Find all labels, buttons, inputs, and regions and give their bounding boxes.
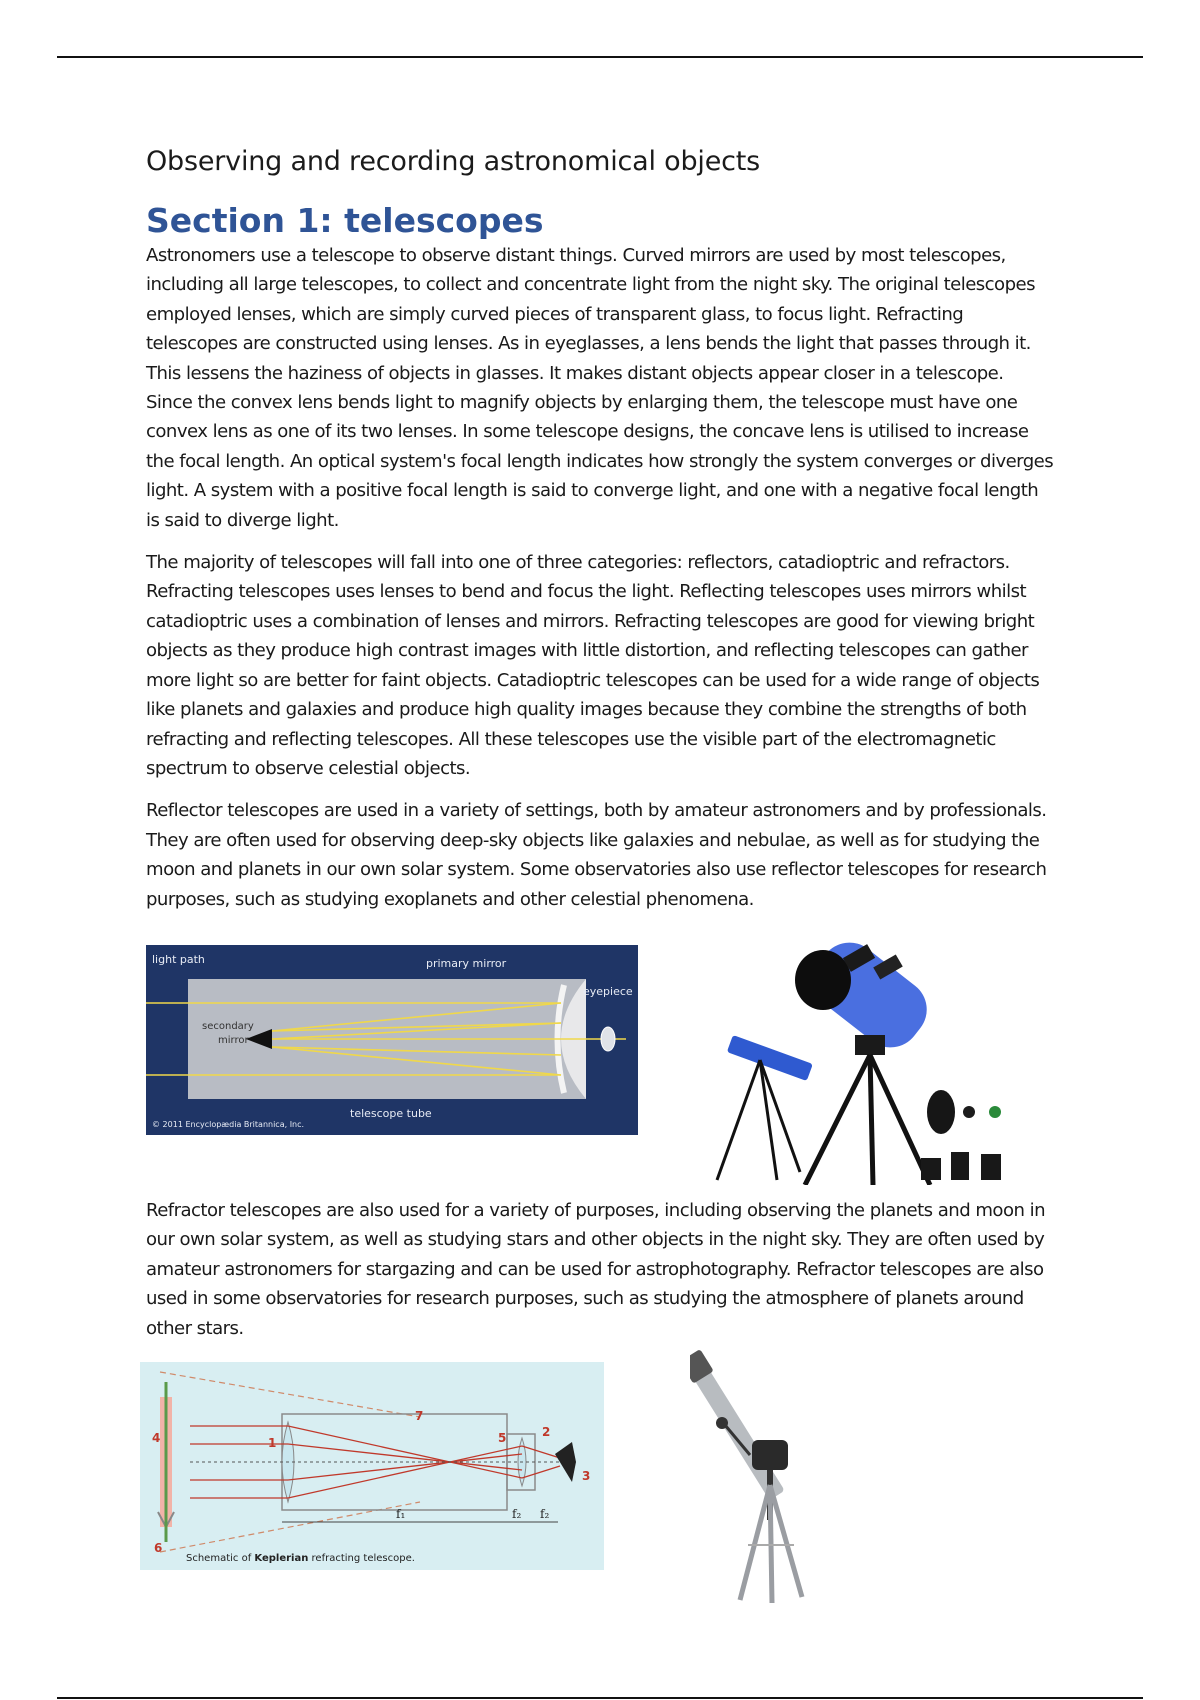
label-7: 7 [415,1409,424,1423]
label-2: 2 [542,1425,551,1439]
section-heading: Section 1: telescopes [146,201,544,240]
top-rule [57,56,1143,58]
paragraph-categories: The majority of telescopes will fall into one of three categories: reflectors, catadioptric and refractors. Refracting telescopes uses lenses to bend and focus the light. Reflecting telescopes uses mirrors whilst catadioptric uses a combination of lenses and mirrors. Refracting telescopes are good for viewing bright objects as they produce high contrast images with little distortion, and reflecting telescopes can gather more light so are better for faint objects. Catadioptric telescopes can be used for a wide range of objects like planets and galaxies and produce high quality images because they combine the strengths of both refracting and reflecting telescopes. All these telescopes use the visible part of the electromagnetic spectrum to observe celestial objects. [146,552,1040,779]
document-body [146,146,1054,927]
label-4: 4 [152,1431,161,1445]
document-body-continued [146,1196,1054,1356]
label-light-path: light path [152,953,205,966]
paragraph-refractor-uses: Refractor telescopes are also used for a variety of purposes, including observing the planets and moon in our own solar system, as well as studying stars and other objects in the night sky. They are often used by amateur astronomers for stargazing and can be used for astrophotography. Refractor telescopes are also used in some observatories for research purposes, such as studying the atmosphere of planets around other stars. [146,1200,1045,1339]
reflector-telescope-photo [705,940,1015,1185]
label-f2-a: f₂ [512,1507,522,1521]
document-title: Observing and recording astronomical objects [146,146,761,177]
label-5: 5 [498,1431,507,1445]
label-f2-b: f₂ [540,1507,550,1521]
label-copyright: © 2011 Encyclopædia Britannica, Inc. [152,1120,305,1129]
main-reflector-illustration [795,940,939,1185]
paragraph-intro: Astronomers use a telescope to observe distant things. Curved mirrors are used by most telescopes, including all large telescopes, to collect and concentrate light from the night sky. The original telescopes employed lenses, which are simply curved pieces of transparent glass, to focus light. Refracting telescopes are constructed using lenses. As in eyeglasses, a lens bends the light that passes through it. This lessens the haziness of objects in glasses. It makes distant objects appear closer in a telescope. Since the convex lens bends light to magnify objects by enlarging them, the telescope must have one convex lens as one of its two lenses. In some telescope designs, the concave lens is utilised to increase the focal length. An optical system's focal length indicates how strongly the system converges or diverges light. A system with a positive focal length is said to converge light, and one with a negative focal length is said to diverge light. [146,245,1054,531]
label-telescope-tube: telescope tube [350,1107,432,1120]
label-3: 3 [582,1469,591,1483]
small-refractor-illustration [717,1035,813,1180]
refractor-diagram [140,1362,604,1570]
reflector-diagram [146,945,638,1135]
label-primary-mirror: primary mirror [426,957,507,970]
label-f1: f₁ [396,1507,406,1521]
label-secondary: secondary [202,1021,254,1032]
label-6: 6 [154,1541,163,1555]
refractor-caption: Schematic of Keplerian refracting telescope. [186,1553,415,1564]
eyepiece-accessories [921,1090,1001,1180]
label-1: 1 [268,1436,277,1450]
label-mirror: mirror [218,1035,249,1046]
paragraph-reflector-uses: Reflector telescopes are used in a variety of settings, both by amateur astronomers and by professionals. They are often used for observing deep-sky objects like galaxies and nebulae, as well as for studying the moon and planets in our own solar system. Some observatories also use reflector telescopes for research purposes, such as studying exoplanets and other celestial phenomena. [146,800,1047,910]
bottom-rule [57,1697,1143,1699]
refractor-telescope-photo [690,1345,865,1607]
label-eyepiece: eyepiece [583,985,633,998]
